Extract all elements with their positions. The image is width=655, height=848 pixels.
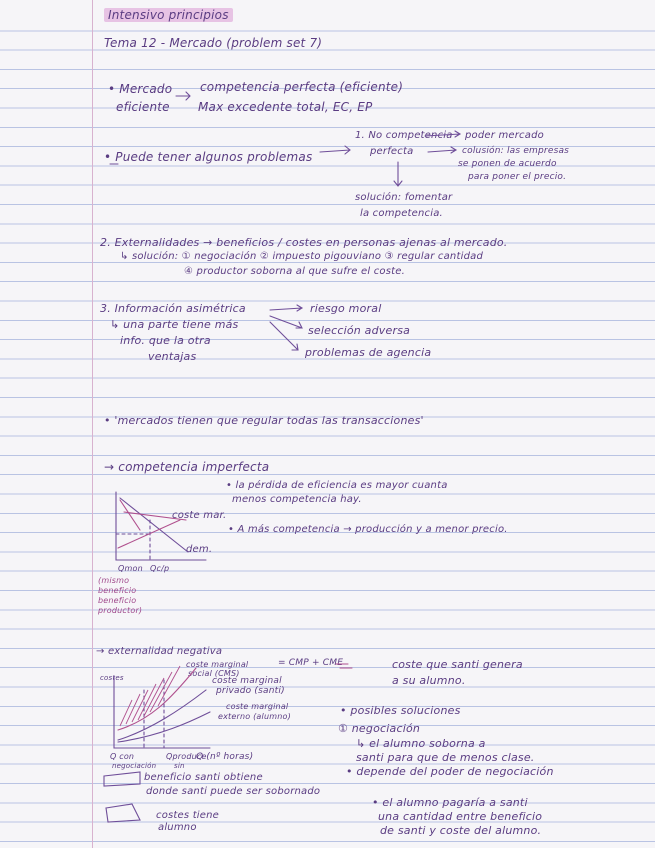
student-pays-2: una cantidad entre beneficio	[378, 810, 543, 823]
asym-info-heading: 3. Información asimétrica	[100, 302, 246, 315]
graph1-qcp-label: Qc/p	[150, 564, 170, 573]
santi-benefit-1: beneficio santi obtiene	[144, 772, 263, 783]
problems-perfect: perfecta	[370, 146, 414, 157]
problems-solution-1: solución: fomentar	[355, 192, 453, 203]
problems-collusion-1: colusión: las empresas	[462, 146, 570, 156]
externalities-producer: ④ productor soborna al que sufre el coste.	[184, 266, 405, 277]
problems-heading: • Puede tener algunos problemas	[104, 150, 313, 164]
student-bribes-2: santi para que de menos clase.	[356, 751, 535, 764]
arrow-icon	[176, 92, 190, 100]
graph2-cmg-social-2: social (CMS)	[188, 669, 240, 678]
santi-cost-2: a su alumno.	[392, 674, 466, 687]
markets-quote: • 'mercados tienen que regular todas las transacciones'	[104, 414, 424, 427]
graph2-x-label: Q (nº horas)	[196, 752, 254, 762]
efficiency-loss-1: • la pérdida de eficiencia es mayor cuanta	[226, 480, 448, 491]
student-pays-1: • el alumno pagaría a santi	[372, 796, 528, 809]
arrow-icon	[270, 322, 298, 350]
graph2-external-2: externo (alumno)	[218, 712, 291, 721]
santi-cost-1: coste que santi genera	[392, 658, 523, 671]
asym-info-line4: ventajas	[148, 350, 197, 363]
arrow-icon	[425, 131, 460, 137]
graph1-demand-curve	[120, 498, 188, 552]
santi-benefit-2: donde santi puede ser sobornado	[146, 786, 321, 797]
agency-problems: problemas de agencia	[305, 346, 432, 359]
efficient-label: eficiente	[116, 100, 170, 114]
graph2-axes	[114, 676, 210, 748]
graph2-q-prod-2: sin	[174, 762, 185, 770]
benefit-box	[104, 772, 140, 786]
graph2-cmg-social-1: coste marginal	[186, 660, 249, 669]
max-surplus-note: Max excedente total, EC, EP	[198, 100, 373, 114]
student-pays-3: de santi y coste del alumno.	[380, 824, 542, 837]
graph1-demand-label: dem.	[186, 544, 213, 555]
graph1-note-1: (mismo	[98, 576, 130, 585]
arrow-down-icon	[394, 162, 402, 186]
negative-externality-heading: → externalidad negativa	[96, 646, 223, 657]
graph1-cost-label: coste mar.	[172, 510, 227, 521]
graph1-note-3: beneficio	[98, 596, 137, 605]
graph2-private-2: privado (santi)	[216, 686, 285, 696]
graph2-y-label: costes	[100, 674, 124, 682]
depends-power: • depende del poder de negociación	[346, 765, 554, 778]
problems-market-power: poder mercado	[465, 130, 544, 141]
negotiation: ① negociación	[338, 722, 421, 735]
problems-solution-2: la competencia.	[360, 208, 443, 219]
graph2-private-1: coste marginal	[212, 676, 282, 686]
graph1-note-4: productor)	[98, 606, 143, 615]
problems-no-comp: 1. No competencia	[355, 130, 453, 141]
graph1-cost-curve	[118, 520, 180, 548]
efficiency-loss-2: menos competencia hay.	[232, 494, 362, 505]
graph2-external-1: coste marginal	[226, 702, 289, 711]
arrow-icon	[270, 305, 302, 311]
arrow-icon	[320, 146, 350, 154]
graph2-q-prod-1: Qproduce	[166, 752, 207, 761]
student-costs-1: costes tiene	[156, 810, 220, 821]
asym-info-line3: info. que la otra	[120, 334, 211, 347]
student-costs-2: alumno	[158, 822, 197, 833]
cost-box	[106, 804, 140, 822]
course-title: Intensivo principios	[104, 8, 233, 22]
imperfect-competition-heading: → competencia imperfecta	[104, 460, 270, 474]
moral-hazard: riesgo moral	[310, 302, 382, 315]
graph2-cmg-formula: = CMP + CME	[278, 658, 344, 668]
graph2-q-neg-1: Q con	[110, 752, 135, 761]
market-label: • Mercado	[108, 82, 173, 96]
student-bribes-1: ↳ el alumno soborna a	[356, 737, 486, 750]
externalities-solution: ↳ solución: ① negociación ② impuesto pigouviano ③ regular cantidad	[120, 251, 483, 262]
graph1-axes	[116, 492, 206, 560]
asym-info-line2: ↳ una parte tiene más	[110, 318, 239, 331]
topic-title: Tema 12 - Mercado (problem set 7)	[104, 36, 323, 50]
problems-collusion-3: para poner el precio.	[468, 172, 567, 182]
adverse-selection: selección adversa	[308, 324, 411, 337]
more-competition-note: • A más competencia → producción y a menor precio.	[228, 524, 508, 535]
possible-solutions: • posibles soluciones	[340, 704, 461, 717]
arrow-icon	[428, 147, 456, 153]
graph2-q-neg-2: negociación	[112, 762, 157, 770]
problems-collusion-2: se ponen de acuerdo	[458, 159, 557, 169]
graph1-note-2: beneficio	[98, 586, 137, 595]
externalities-line: 2. Externalidades → beneficios / costes en personas ajenas al mercado.	[100, 236, 508, 249]
perfect-competition-note: competencia perfecta (eficiente)	[200, 80, 404, 94]
graph1-qmon-label: Qmon	[118, 564, 143, 573]
